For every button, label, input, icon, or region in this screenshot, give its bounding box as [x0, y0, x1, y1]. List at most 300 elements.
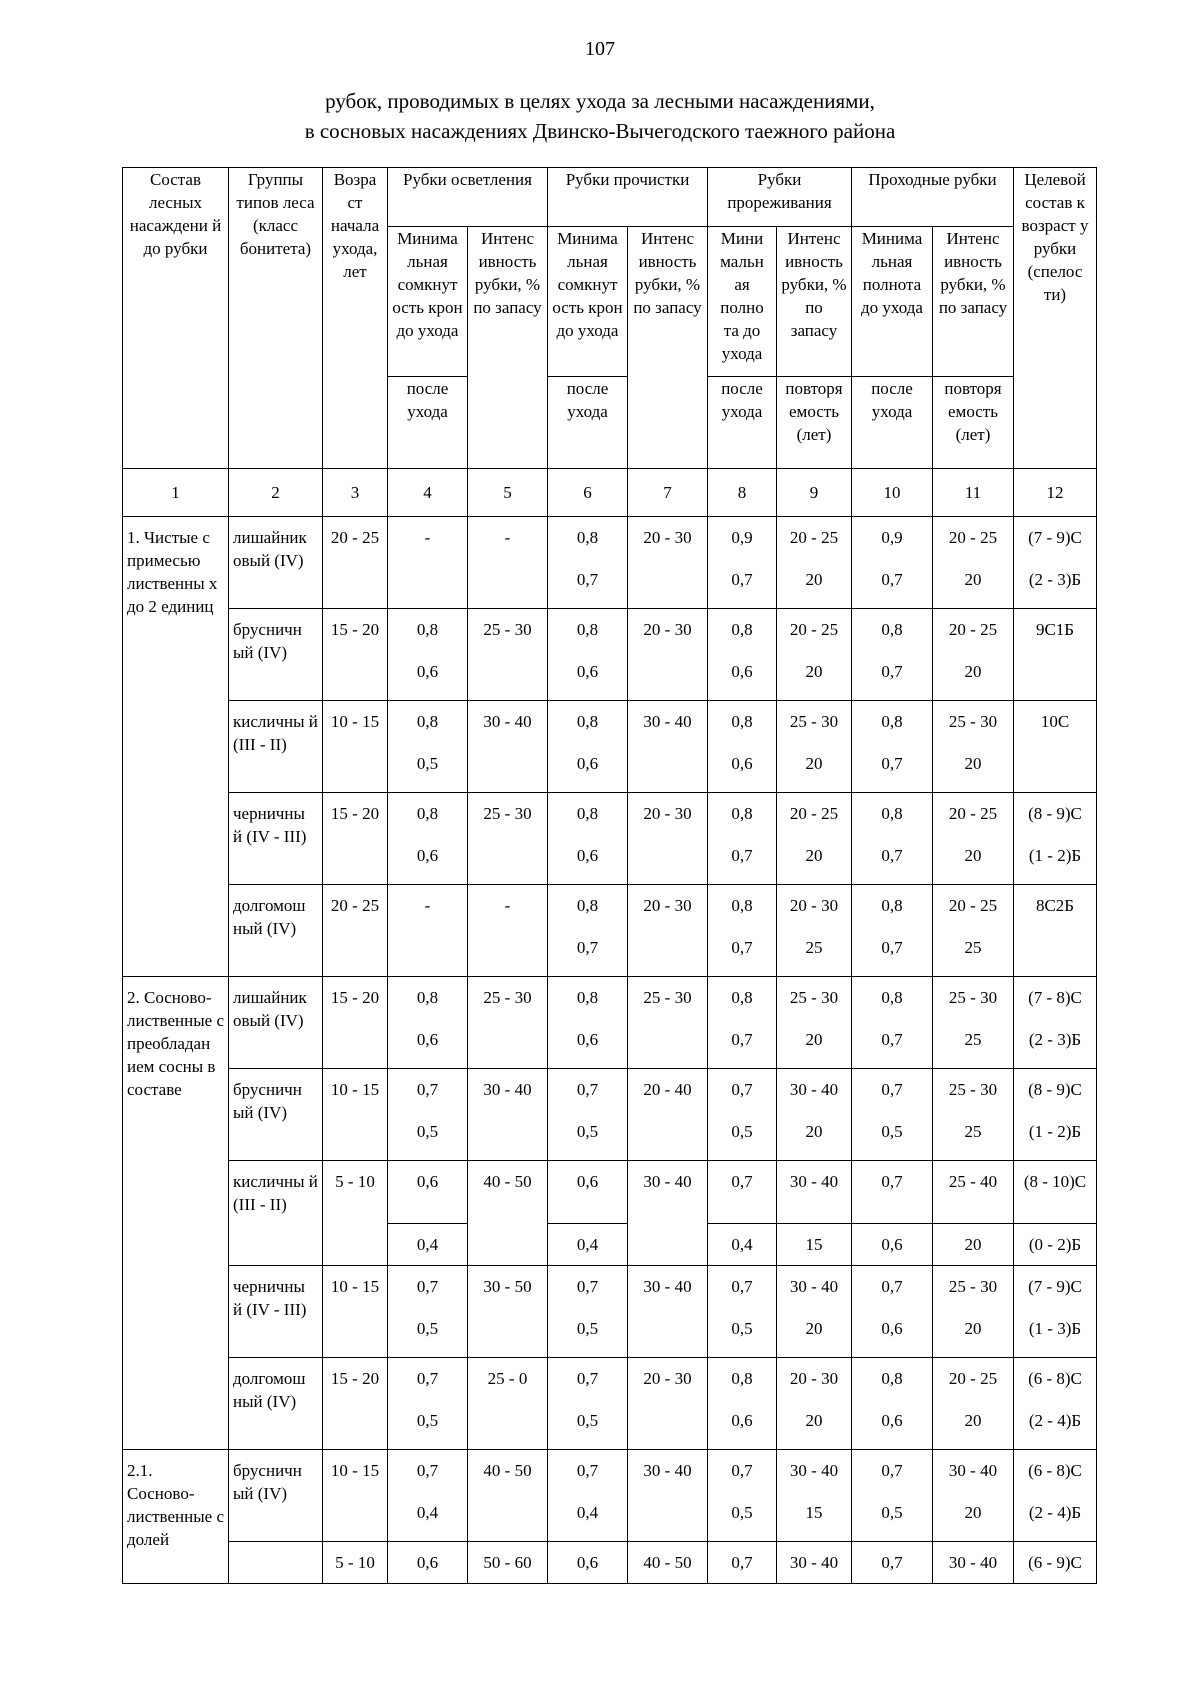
value-cell-c9: [777, 1069, 852, 1161]
start-age-value: 5 - 10: [335, 1553, 375, 1572]
value-bottom: 20: [964, 1503, 982, 1522]
value-cell-c10: [852, 517, 933, 609]
value-top: 0,8: [731, 896, 753, 915]
value-cell-c11: [933, 609, 1014, 701]
start-age-value: 15 - 20: [330, 804, 380, 823]
value-top: 0,7: [881, 1277, 903, 1296]
start-age-cell: [323, 701, 388, 793]
column-index: 8: [708, 469, 777, 517]
value-top: 30 - 40: [483, 712, 532, 731]
start-age-cell: [323, 1358, 388, 1450]
table-row: [123, 609, 1097, 701]
value-top: 0,7: [731, 1461, 753, 1480]
header-min-density: Мини мальн ая полно та до ухода: [708, 227, 777, 377]
value-bottom: 20: [964, 1411, 982, 1430]
header-cleaning-cuts: Рубки прочистки: [548, 168, 708, 227]
value-cell-c4: [388, 977, 468, 1069]
value-top: 25 - 30: [948, 1277, 998, 1296]
value-cell-c12: [1014, 517, 1097, 609]
value-bottom: 20: [805, 1030, 823, 1049]
value-bottom: 0,5: [416, 1411, 439, 1430]
value-top: 0,8: [576, 988, 599, 1007]
value-cell-c10: [852, 977, 933, 1069]
forest-type-cell: [229, 609, 323, 701]
value-bottom: 20: [805, 662, 823, 681]
value-bottom: 0,5: [731, 1122, 753, 1141]
value-bottom: (1 - 2)Б: [1028, 1122, 1082, 1141]
value-cell-c10: [852, 1358, 933, 1450]
composition-group-text: 2.1. Сосново-лиственные с долей: [127, 1461, 224, 1549]
value-bottom: 0,5: [731, 1503, 753, 1522]
column-index: 2: [229, 469, 323, 517]
value-bottom: 0,5: [416, 754, 439, 773]
value-bottom: 0,7: [731, 570, 753, 589]
forest-type-label: лишайник овый (IV): [233, 528, 307, 570]
value-bottom: 20: [805, 1122, 823, 1141]
page-number: 107: [585, 38, 615, 60]
value-cell-c5: [468, 1358, 548, 1450]
value-cell-c8: [708, 609, 777, 701]
value-bottom: 0,5: [416, 1122, 439, 1141]
table-row: [123, 517, 1097, 609]
value-top: 30 - 40: [643, 1172, 692, 1191]
value-cell-c4: [388, 1161, 468, 1224]
value-cell-c4: [388, 701, 468, 793]
value-cell-c8: [708, 977, 777, 1069]
value-top: 0,7: [731, 1172, 753, 1191]
value-top: 0,8: [881, 804, 903, 823]
table-row: [123, 1542, 1097, 1584]
value-top: -: [504, 528, 511, 547]
table-row: [123, 1266, 1097, 1358]
forest-type-cell: [229, 1161, 323, 1266]
value-cell-c5: [468, 1542, 548, 1584]
value-bottom: 0,5: [731, 1319, 753, 1338]
value-top: (8 - 10)С: [1023, 1172, 1087, 1191]
value-bottom: 0,6: [416, 1030, 439, 1049]
value-bottom: 20: [964, 1319, 982, 1338]
value-cell-c11: [933, 977, 1014, 1069]
value-cell-c9: [777, 977, 852, 1069]
value-top: 0,8: [576, 896, 599, 915]
value-bottom: 20: [964, 1235, 982, 1254]
value-top: 0,8: [881, 988, 903, 1007]
value-bottom: 0,4: [576, 1235, 599, 1254]
value-top: 20 - 25: [948, 1369, 998, 1388]
value-top: 0,7: [881, 1080, 903, 1099]
column-index: 1: [123, 469, 229, 517]
value-cell-c6: [548, 609, 628, 701]
value-cell-c9: [777, 517, 852, 609]
value-cell-c11: [933, 793, 1014, 885]
value-top: 20 - 25: [948, 528, 998, 547]
value-top: 0,7: [416, 1277, 439, 1296]
value-cell-c6: [548, 1358, 628, 1450]
start-age-value: 15 - 20: [330, 1369, 380, 1388]
start-age-cell: [323, 1069, 388, 1161]
value-top: 0,8: [576, 620, 599, 639]
value-cell-c12: [1014, 1224, 1097, 1266]
value-top: 20 - 30: [643, 528, 692, 547]
value-cell-c7: [628, 1161, 708, 1266]
value-top: 0,8: [731, 1369, 753, 1388]
value-bottom: 0,7: [731, 846, 753, 865]
value-bottom: 0,6: [576, 1030, 599, 1049]
value-top: 30 - 40: [789, 1553, 839, 1572]
value-bottom: 0,4: [416, 1503, 439, 1522]
value-top: 25 - 30: [789, 988, 839, 1007]
header-target-composition: Целевой состав к возраст у рубки (спелос ти): [1014, 168, 1097, 469]
value-cell-c10: [852, 1266, 933, 1358]
value-cell-c8: [708, 1542, 777, 1584]
value-top: 30 - 40: [789, 1080, 839, 1099]
forest-type-cell: [229, 885, 323, 977]
value-top: 0,7: [576, 1461, 599, 1480]
value-cell-c5: [468, 1266, 548, 1358]
value-top: 30 - 40: [643, 1461, 692, 1480]
table-row: [123, 1161, 1097, 1224]
value-top: 25 - 30: [789, 712, 839, 731]
value-top: 0,7: [881, 1553, 903, 1572]
header-after-care: после ухода: [852, 377, 933, 469]
header-intensity: Интенс ивность рубки, % по запасу: [628, 227, 708, 469]
value-bottom: 0,7: [881, 846, 903, 865]
composition-group-text: 2. Сосново-лиственные с преобладан ием сосны в составе: [127, 988, 224, 1099]
column-index: 9: [777, 469, 852, 517]
value-bottom: 25: [964, 938, 982, 957]
value-cell-c11: [933, 885, 1014, 977]
value-cell-c10: [852, 1542, 933, 1584]
start-age-cell: [323, 1542, 388, 1584]
value-cell-c12: [1014, 1358, 1097, 1450]
value-top: 8С2Б: [1035, 896, 1075, 915]
value-bottom: (2 - 3)Б: [1028, 570, 1082, 589]
value-top: 25 - 30: [643, 988, 692, 1007]
header-intensity: Интенс ивность рубки, % по запасу: [777, 227, 852, 377]
value-bottom: 0,5: [576, 1319, 599, 1338]
value-top: 30 - 40: [789, 1461, 839, 1480]
value-cell-c10: [852, 1069, 933, 1161]
value-cell-c9: [777, 1542, 852, 1584]
composition-group-label: [123, 1450, 229, 1584]
header-composition: Состав лесных насаждени й до рубки: [123, 168, 229, 469]
start-age-cell: [323, 977, 388, 1069]
forest-type-cell: [229, 701, 323, 793]
value-top: 30 - 40: [483, 1080, 532, 1099]
document-title: [0, 86, 1200, 146]
value-top: 10С: [1040, 712, 1070, 731]
composition-group-label: [123, 977, 229, 1450]
value-bottom: 0,7: [576, 570, 599, 589]
value-cell-c8: [708, 517, 777, 609]
value-cell-c9: [777, 885, 852, 977]
forest-type-label: [233, 1542, 318, 1551]
value-bottom: 0,7: [881, 1030, 903, 1049]
value-cell-c4: [388, 517, 468, 609]
forest-type-label: кисличны й (III - II): [233, 1172, 318, 1214]
value-cell-c10: [852, 1161, 933, 1224]
header-min-density: Минима льная полнота до ухода: [852, 227, 933, 377]
value-bottom: 0,7: [731, 938, 753, 957]
value-top: 0,7: [416, 1080, 439, 1099]
value-cell-c6: [548, 1542, 628, 1584]
value-top: 20 - 30: [643, 896, 692, 915]
value-top: 20 - 25: [948, 620, 998, 639]
value-top: 20 - 30: [789, 896, 839, 915]
value-cell-c9: [777, 1358, 852, 1450]
value-top: 0,6: [576, 1172, 599, 1191]
value-cell-c6: [548, 701, 628, 793]
value-bottom: 0,4: [416, 1235, 439, 1254]
forest-type-label: долгомош ный (IV): [233, 896, 306, 938]
value-top: 0,8: [576, 528, 599, 547]
value-top: 25 - 0: [487, 1369, 528, 1388]
value-cell-c8: [708, 1450, 777, 1542]
value-bottom: (2 - 3)Б: [1028, 1030, 1082, 1049]
forest-type-label: лишайник овый (IV): [233, 988, 307, 1030]
value-bottom: 25: [964, 1030, 982, 1049]
value-bottom: 0,7: [731, 1030, 753, 1049]
column-index: 5: [468, 469, 548, 517]
value-cell-c6: [548, 1266, 628, 1358]
column-index: 4: [388, 469, 468, 517]
value-top: 0,7: [731, 1553, 753, 1572]
value-cell-c5: [468, 1450, 548, 1542]
value-bottom: 0,7: [881, 570, 903, 589]
value-top: 0,7: [416, 1461, 439, 1480]
start-age-value: 10 - 15: [330, 712, 380, 731]
start-age-value: 15 - 20: [330, 988, 380, 1007]
value-cell-c7: [628, 1542, 708, 1584]
value-cell-c7: [628, 1450, 708, 1542]
value-bottom: 25: [805, 938, 823, 957]
value-bottom: 20: [805, 1319, 823, 1338]
value-bottom: 0,5: [576, 1122, 599, 1141]
value-cell-c8: [708, 1069, 777, 1161]
header-clearing-cuts: Рубки осветления: [388, 168, 548, 227]
value-cell-c11: [933, 701, 1014, 793]
value-cell-c8: [708, 1224, 777, 1266]
value-bottom: 0,7: [881, 662, 903, 681]
value-cell-c5: [468, 977, 548, 1069]
forest-type-label: брусничн ый (IV): [233, 1461, 302, 1503]
value-cell-c9: [777, 1224, 852, 1266]
value-bottom: 0,7: [881, 938, 903, 957]
value-cell-c4: [388, 1358, 468, 1450]
value-bottom: 20: [805, 1411, 823, 1430]
value-cell-c11: [933, 1161, 1014, 1224]
title-line-1: рубок, проводимых в целях ухода за лесными насаждениями,: [325, 89, 875, 113]
value-top: 0,8: [416, 620, 439, 639]
start-age-cell: [323, 517, 388, 609]
value-top: 25 - 30: [948, 1080, 998, 1099]
value-top: 0,7: [416, 1369, 439, 1388]
header-passage-cuts: Проходные рубки: [852, 168, 1014, 227]
value-top: 40 - 50: [483, 1172, 532, 1191]
value-bottom: 0,4: [576, 1503, 599, 1522]
value-cell-c8: [708, 885, 777, 977]
start-age-cell: [323, 1161, 388, 1266]
value-top: 0,6: [416, 1553, 439, 1572]
forest-type-label: черничны й (IV - III): [233, 804, 307, 846]
value-top: (6 - 8)С: [1028, 1461, 1082, 1480]
value-top: 0,8: [576, 712, 599, 731]
value-bottom: (1 - 2)Б: [1028, 846, 1082, 865]
header-min-crown-closure: Минима льная сомкнут ость крон до ухода: [548, 227, 628, 377]
value-top: 20 - 30: [789, 1369, 839, 1388]
value-cell-c10: [852, 701, 933, 793]
value-cell-c7: [628, 1266, 708, 1358]
start-age-cell: [323, 1450, 388, 1542]
forest-type-cell: [229, 793, 323, 885]
value-cell-c5: [468, 1161, 548, 1266]
forest-type-label: долгомош ный (IV): [233, 1369, 306, 1411]
value-bottom: 0,6: [416, 662, 439, 681]
forest-type-label: кисличны й (III - II): [233, 712, 318, 754]
value-bottom: 15: [805, 1235, 823, 1254]
value-top: 9С1Б: [1035, 620, 1075, 639]
value-top: 40 - 50: [483, 1461, 532, 1480]
value-cell-c12: [1014, 885, 1097, 977]
value-cell-c10: [852, 793, 933, 885]
value-bottom: 0,5: [881, 1122, 903, 1141]
value-top: (6 - 9)С: [1028, 1553, 1082, 1572]
value-top: 20 - 25: [789, 804, 839, 823]
value-bottom: 0,5: [576, 1411, 599, 1430]
value-cell-c4: [388, 1069, 468, 1161]
forest-type-cell: [229, 1542, 323, 1584]
forest-type-cell: [229, 1450, 323, 1542]
value-top: 0,8: [731, 988, 753, 1007]
value-top: 0,9: [731, 528, 753, 547]
value-bottom: 0,5: [416, 1319, 439, 1338]
value-top: -: [424, 896, 431, 915]
value-top: 20 - 25: [948, 804, 998, 823]
value-top: 0,7: [881, 1172, 903, 1191]
value-cell-c10: [852, 1224, 933, 1266]
table-row: [123, 701, 1097, 793]
header-intensity: Интенс ивность рубки, % по запасу: [468, 227, 548, 469]
value-bottom: (2 - 4)Б: [1028, 1411, 1082, 1430]
forest-type-label: черничны й (IV - III): [233, 1277, 307, 1319]
value-top: 20 - 25: [948, 896, 998, 915]
value-bottom: 0,6: [576, 662, 599, 681]
value-cell-c12: [1014, 1266, 1097, 1358]
value-top: 50 - 60: [483, 1553, 532, 1572]
value-bottom: 0,5: [881, 1503, 903, 1522]
value-top: 0,8: [881, 712, 903, 731]
value-cell-c11: [933, 1224, 1014, 1266]
value-cell-c6: [548, 1161, 628, 1224]
value-cell-c8: [708, 1266, 777, 1358]
value-bottom: 0,6: [731, 754, 753, 773]
value-bottom: (2 - 4)Б: [1028, 1503, 1082, 1522]
value-cell-c10: [852, 1450, 933, 1542]
table-row: [123, 793, 1097, 885]
start-age-value: 15 - 20: [330, 620, 380, 639]
value-top: (7 - 9)С: [1028, 1277, 1082, 1296]
value-bottom: 20: [805, 846, 823, 865]
value-cell-c7: [628, 1069, 708, 1161]
value-top: 20 - 30: [643, 1369, 692, 1388]
header-row-1: [123, 168, 1097, 227]
value-cell-c6: [548, 1069, 628, 1161]
value-bottom: 0,7: [881, 754, 903, 773]
value-cell-c4: [388, 1542, 468, 1584]
value-bottom: (0 - 2)Б: [1028, 1235, 1082, 1254]
value-cell-c11: [933, 1358, 1014, 1450]
value-cell-c8: [708, 1161, 777, 1224]
start-age-value: 10 - 15: [330, 1080, 380, 1099]
column-index: 10: [852, 469, 933, 517]
value-top: 25 - 30: [483, 988, 532, 1007]
column-index: 11: [933, 469, 1014, 517]
forest-type-label: брусничн ый (IV): [233, 1080, 302, 1122]
value-cell-c8: [708, 1358, 777, 1450]
value-bottom: 20: [805, 754, 823, 773]
value-cell-c8: [708, 701, 777, 793]
value-cell-c9: [777, 609, 852, 701]
value-top: 25 - 40: [948, 1172, 998, 1191]
value-top: 0,7: [881, 1461, 903, 1480]
column-index: 6: [548, 469, 628, 517]
value-bottom: [1018, 733, 1092, 752]
value-cell-c12: [1014, 793, 1097, 885]
value-top: 0,8: [731, 712, 753, 731]
value-bottom: 0,6: [416, 846, 439, 865]
column-index: 12: [1014, 469, 1097, 517]
value-bottom: 0,6: [731, 662, 753, 681]
value-top: 0,7: [731, 1277, 753, 1296]
value-cell-c5: [468, 609, 548, 701]
start-age-value: 5 - 10: [335, 1172, 375, 1191]
value-cell-c6: [548, 1450, 628, 1542]
value-cell-c6: [548, 793, 628, 885]
value-bottom: 0,6: [576, 846, 599, 865]
value-top: 0,8: [731, 804, 753, 823]
value-cell-c6: [548, 885, 628, 977]
value-bottom: 0,7: [576, 938, 599, 957]
header-intensity: Интенс ивность рубки, % по запасу: [933, 227, 1014, 377]
value-top: (8 - 9)С: [1028, 1080, 1082, 1099]
header-start-age: Возра ст начала ухода, лет: [323, 168, 388, 469]
value-top: 0,6: [416, 1172, 439, 1191]
start-age-cell: [323, 885, 388, 977]
value-cell-c9: [777, 1266, 852, 1358]
value-bottom: 15: [805, 1503, 823, 1522]
value-cell-c4: [388, 1266, 468, 1358]
value-cell-c7: [628, 885, 708, 977]
value-top: (7 - 8)С: [1028, 988, 1082, 1007]
value-cell-c4: [388, 793, 468, 885]
value-cell-c12: [1014, 977, 1097, 1069]
value-top: 0,7: [576, 1369, 599, 1388]
value-top: 25 - 30: [483, 804, 532, 823]
value-bottom: 20: [805, 570, 823, 589]
table-row: [123, 977, 1097, 1069]
value-bottom: 0,6: [881, 1411, 903, 1430]
table-row: [123, 1069, 1097, 1161]
value-cell-c12: [1014, 1069, 1097, 1161]
column-index: 7: [628, 469, 708, 517]
value-top: 0,9: [881, 528, 903, 547]
value-top: 30 - 40: [789, 1277, 839, 1296]
value-top: 0,8: [576, 804, 599, 823]
value-bottom: (1 - 3)Б: [1028, 1319, 1082, 1338]
value-cell-c4: [388, 609, 468, 701]
column-index-row: [123, 469, 1097, 517]
forest-type-cell: [229, 1069, 323, 1161]
